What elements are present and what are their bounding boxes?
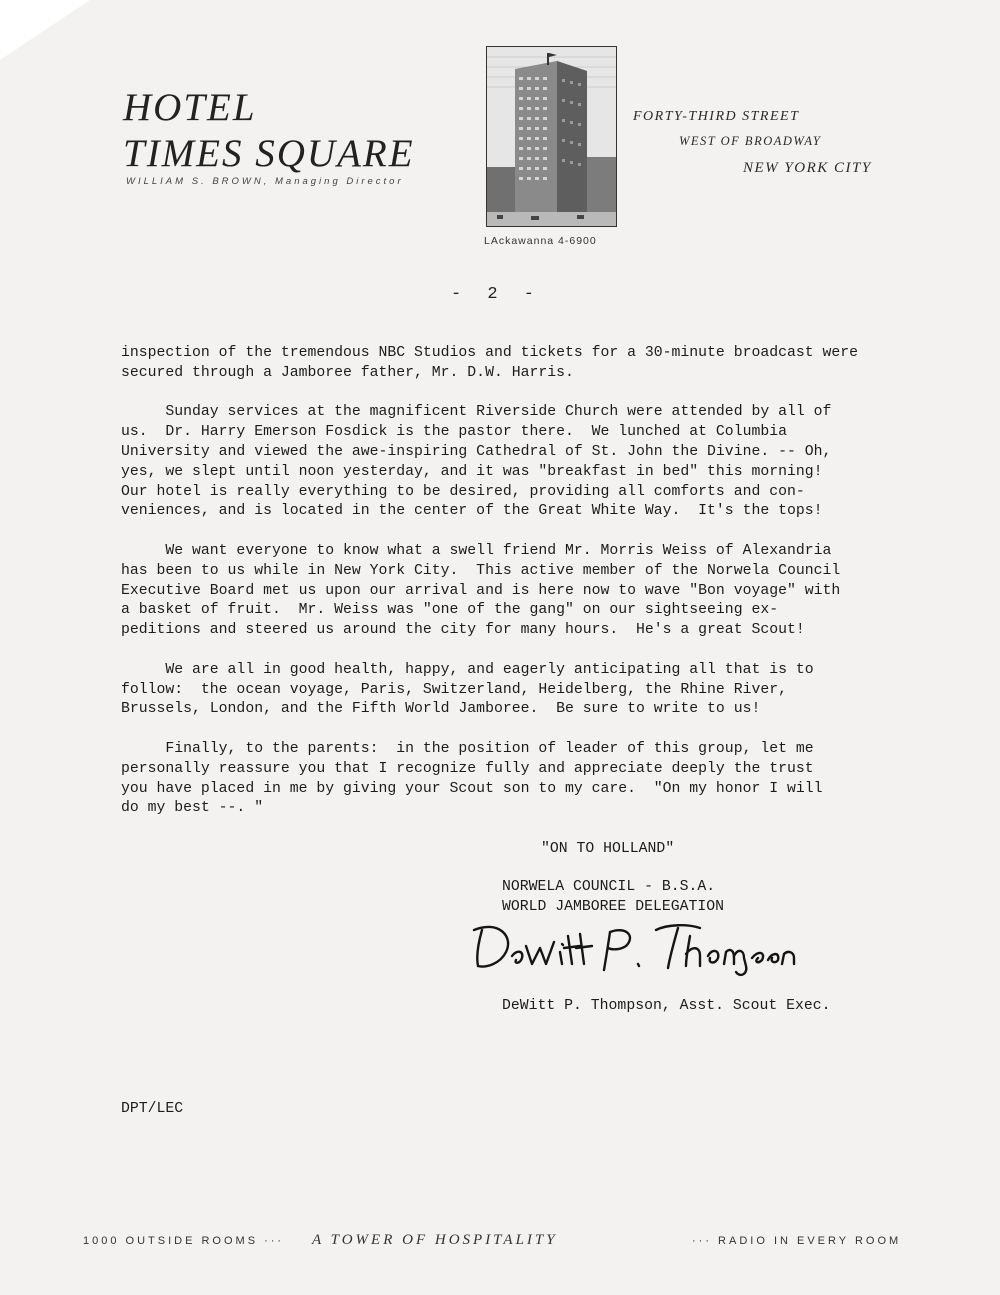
address-line3: NEW YORK CITY bbox=[743, 160, 872, 176]
closing-motto: "ON TO HOLLAND" bbox=[541, 841, 675, 857]
hotel-phone: LAckawanna 4-6900 bbox=[484, 235, 597, 247]
letter-body bbox=[121, 344, 921, 839]
organization-line1: NORWELA COUNCIL - B.S.A. bbox=[502, 879, 716, 895]
footer-slogan: A TOWER OF HOSPITALITY bbox=[312, 1232, 558, 1248]
signer-name: DeWitt P. Thompson, Asst. Scout Exec. bbox=[502, 998, 831, 1014]
paragraph: We are all in good health, happy, and eagerly anticipating all that is to follow: the ocean voyage, Paris, Switzerland, Heidelberg, the Rhine River, Brussels, London, and the Fifth World Jamboree. Be sure to write to us! bbox=[121, 661, 814, 718]
address-line1: FORTY-THIRD STREET bbox=[633, 109, 800, 124]
paragraph: Sunday services at the magnificent Riverside Church were attended by all of us. Dr. Harry Emerson Fosdick is the pastor there. We lunched at Columbia University and viewed the awe-inspiring Cathedral of St. John the Divine. -- Oh, yes, we slept until noon yesterday, and it was "breakfast in bed" this morning! Our hotel is really everything to be desired, providing all comforts and con- veniences, and is located in the center of the Great White Way. It's the tops! bbox=[121, 404, 832, 520]
hotel-name-line1: HOTEL bbox=[123, 86, 257, 129]
paragraph: Finally, to the parents: in the position of leader of this group, let me personally reassure you that I recognize fully and appreciate deeply the trust you have placed in me by giving your Scout son to my care. "On my honor I will do my best --. " bbox=[121, 740, 823, 817]
paragraph: We want everyone to know what a swell friend Mr. Morris Weiss of Alexandria has been to us while in New York City. This active member of the Norwela Council Executive Board met us upon our arrival and is here now to wave "Bon voyage" with a basket of fruit. Mr. Weiss was "one of the gang" on our sightseeing ex- peditions and steered us around the city for many hours. He's a great Scout! bbox=[121, 542, 841, 639]
organization-line2: WORLD JAMBOREE DELEGATION bbox=[502, 899, 724, 915]
handwritten-signature bbox=[468, 916, 798, 980]
hotel-name-line2: TIMES SQUARE bbox=[123, 132, 415, 175]
footer-right: ··· RADIO IN EVERY ROOM bbox=[692, 1235, 902, 1247]
managing-director: WILLIAM S. BROWN, Managing Director bbox=[126, 176, 404, 187]
paragraph: inspection of the tremendous NBC Studios and tickets for a 30-minute broadcast were secured through a Jamboree father, Mr. D.W. Harris. bbox=[121, 345, 859, 381]
hotel-building-icon bbox=[486, 46, 617, 227]
page-number: - 2 - bbox=[451, 285, 543, 304]
torn-corner bbox=[0, 0, 90, 60]
footer-left: 1000 OUTSIDE ROOMS ··· bbox=[83, 1235, 285, 1247]
typist-initials: DPT/LEC bbox=[121, 1101, 184, 1117]
address-line2: WEST OF BROADWAY bbox=[679, 134, 822, 148]
